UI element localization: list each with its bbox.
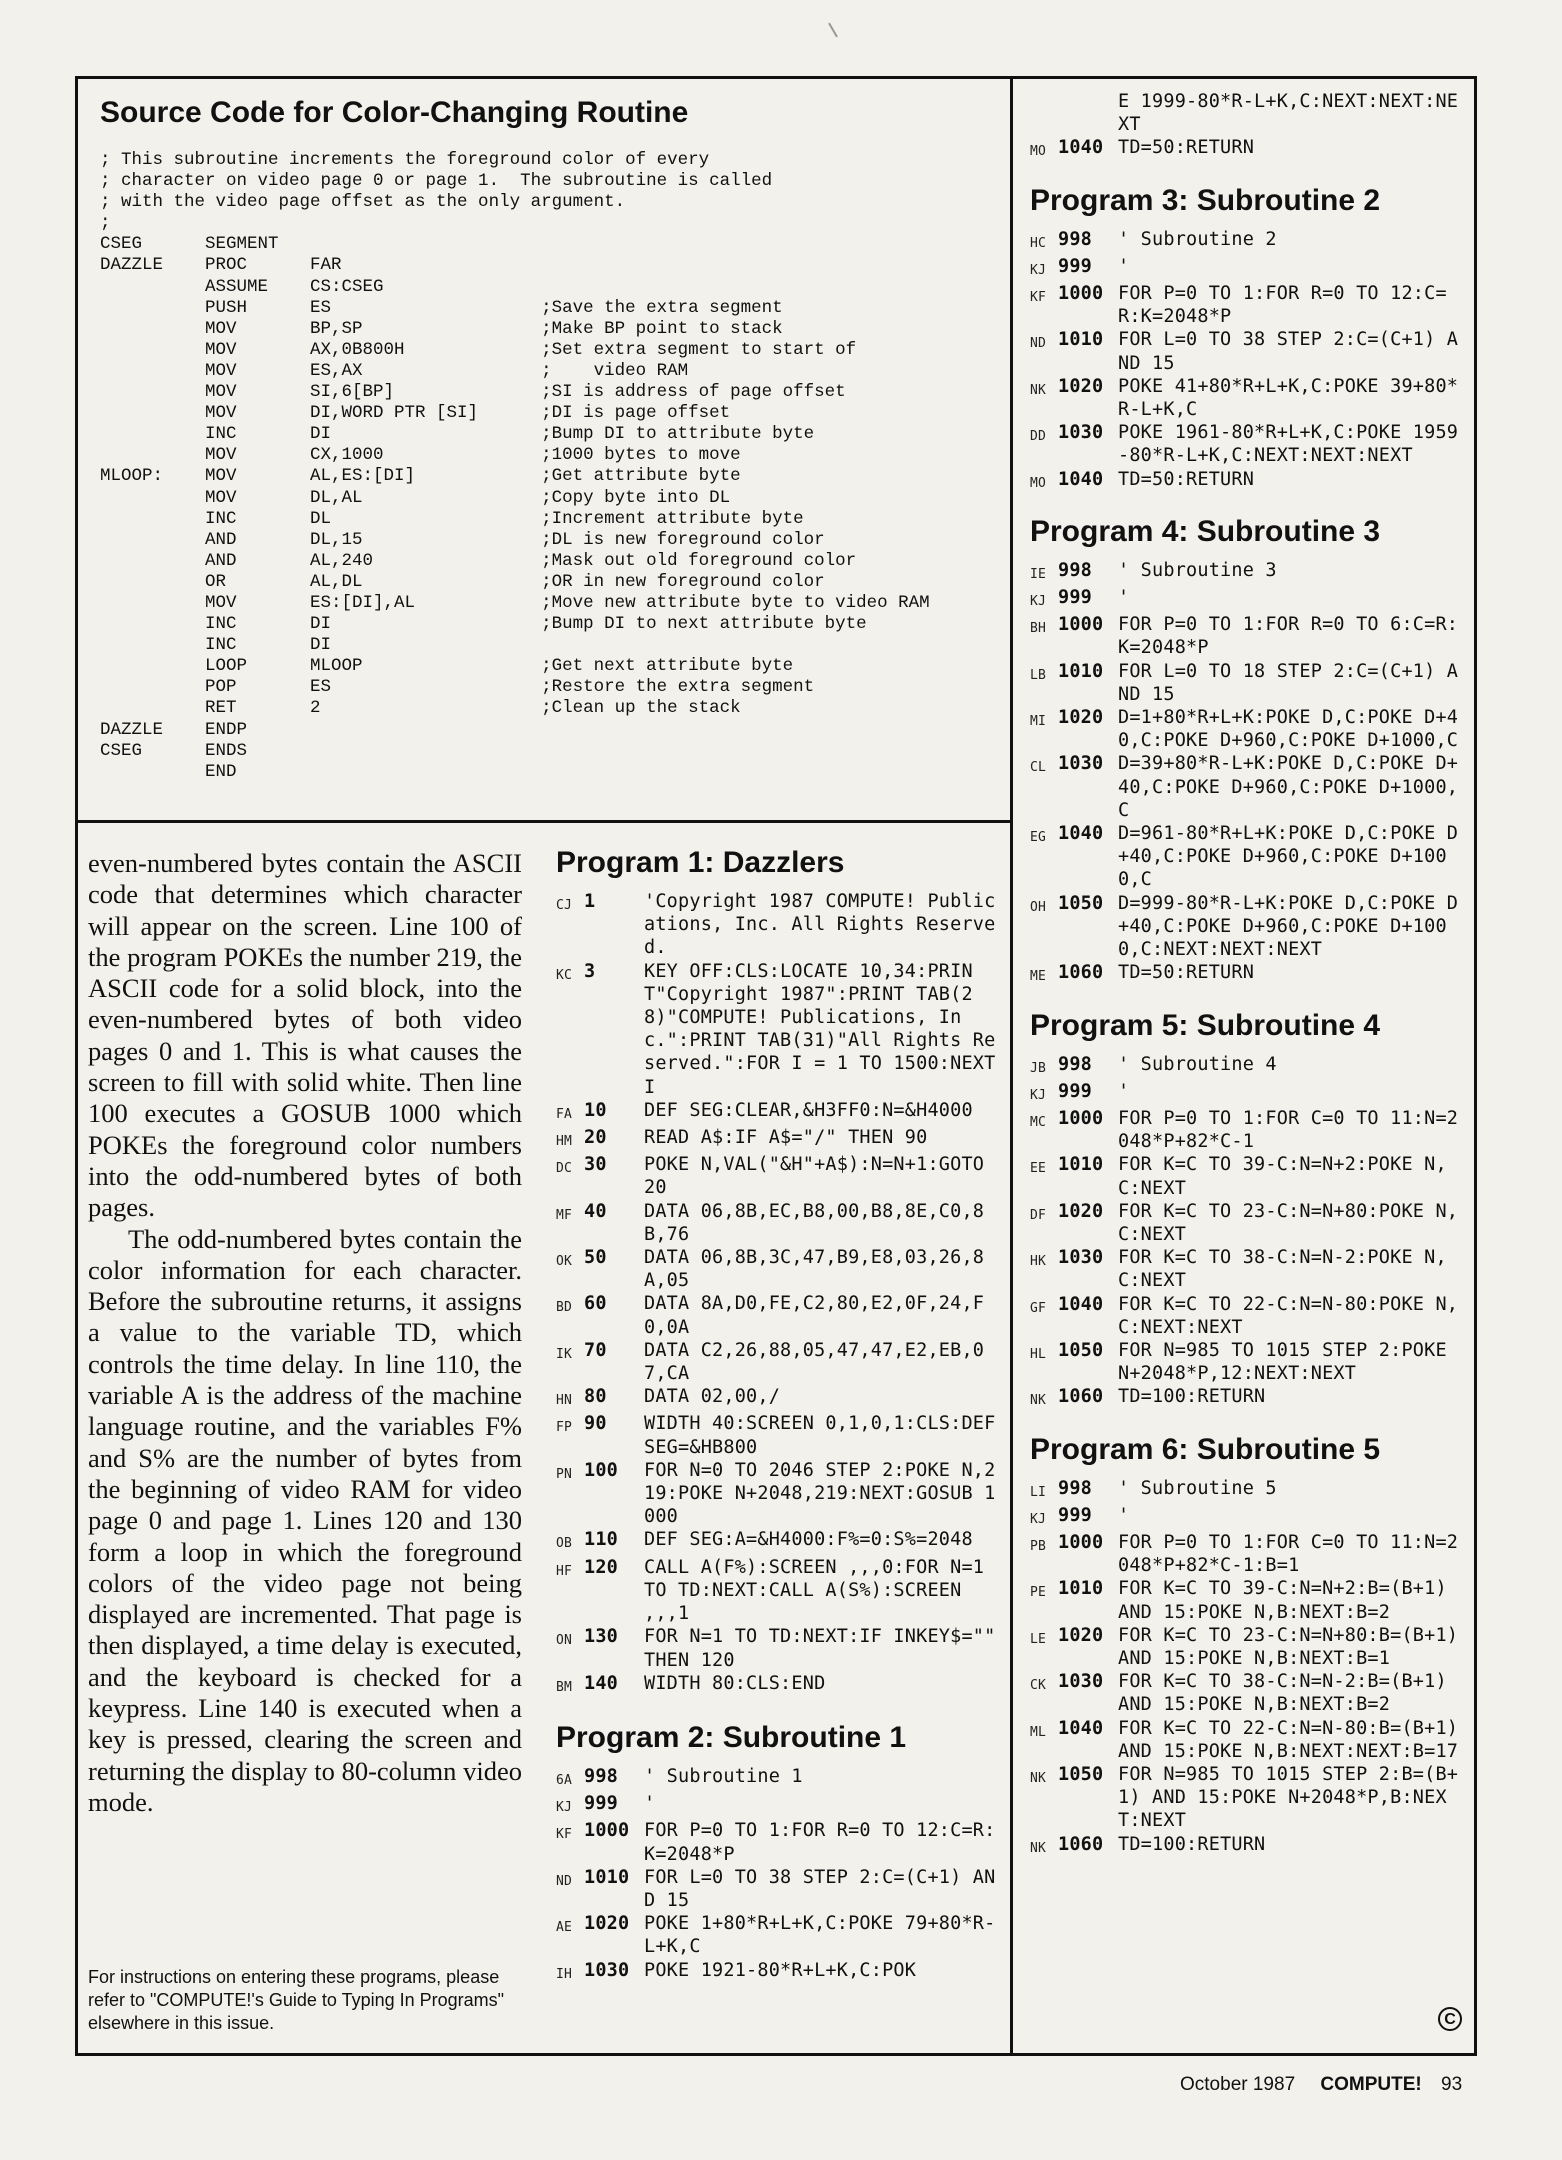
checksum: IH [556, 1966, 573, 1982]
code-line [1030, 559, 1468, 586]
code-text: POKE 1+80*R+L+K,C:POKE 79+80*R-L+K,C [644, 1913, 996, 1958]
code-text: ' Subroutine 1 [644, 1765, 803, 1787]
page-number: 93 [1441, 2074, 1463, 2095]
checksum: BD [556, 1300, 573, 1316]
checksum: PB [1030, 1538, 1047, 1554]
code-text: FOR L=0 TO 38 STEP 2:C=(C+1) AND 15 [644, 1866, 996, 1911]
code-line [1030, 822, 1468, 892]
code-text: FOR P=0 TO 1:FOR R=0 TO 12:C=R:K=2048*P [1118, 283, 1447, 328]
asm-line: CSEG SEGMENT [100, 234, 279, 255]
line-number: 1040 [1058, 137, 1104, 159]
line-number: 1050 [1058, 1763, 1104, 1785]
code-line [556, 1385, 996, 1412]
checksum: FA [556, 1106, 573, 1122]
code-line [1030, 752, 1468, 822]
line-number: 1010 [1058, 329, 1104, 351]
code-text: DEF SEG:A=&H4000:F%=0:S%=2048 [644, 1529, 973, 1551]
code-text: 'Copyright 1987 COMPUTE! Publications, Inc. All Rights Reserved. [644, 891, 996, 959]
code-text: FOR K=C TO 23-C:N=N+80:POKE N,C:NEXT [1118, 1200, 1459, 1245]
line-number: 1020 [1058, 707, 1104, 729]
line-number: 1020 [1058, 1200, 1104, 1222]
code-text: TD=100:RETURN [1118, 1833, 1266, 1855]
checksum: HC [1030, 235, 1047, 251]
code-line [1030, 892, 1468, 962]
asm-line: OR AL,DL ;OR in new foreground color [100, 571, 825, 592]
checksum: ND [1030, 336, 1047, 352]
checksum [1030, 90, 1058, 94]
checksum: ME [1030, 969, 1047, 985]
code-text: FOR L=0 TO 38 STEP 2:C=(C+1) AND 15 [1118, 329, 1459, 374]
asm-line: MOV SI,6[BP] ;SI is address of page offset [100, 382, 846, 403]
source-code-title: Source Code for Color-Changing Routine [100, 96, 689, 129]
checksum: KJ [1030, 262, 1047, 278]
code-line [1030, 1504, 1468, 1531]
checksum: HN [556, 1393, 573, 1409]
checksum: DF [1030, 1207, 1047, 1223]
article-text [88, 848, 522, 1818]
code-line [556, 1099, 996, 1126]
code-text: FOR P=0 TO 1:FOR R=0 TO 6:C=R:K=2048*P [1118, 614, 1459, 659]
code-line [556, 1792, 996, 1819]
code-line [1030, 961, 1468, 988]
page-footer [1180, 2074, 1462, 2096]
code-text: FOR P=0 TO 1:FOR C=0 TO 11:N=2048*P+82*C-1 [1118, 1107, 1459, 1153]
code-text: D=1+80*R+L+K:POKE D,C:POKE D+40,C:POKE D+960,C:POKE D+1000,C [1118, 707, 1459, 752]
checksum: NK [1030, 1770, 1047, 1786]
source-box-divider [75, 820, 1013, 823]
line-number: 1010 [584, 1866, 630, 1888]
asm-line: END [100, 761, 237, 782]
checksum: KJ [1030, 1511, 1047, 1527]
code-line [1030, 586, 1468, 613]
line-number: 1050 [1058, 1339, 1104, 1361]
source-code-box [100, 96, 1005, 814]
checksum: KC [556, 967, 573, 983]
program-column-2 [1030, 90, 1468, 2042]
code-text: FOR K=C TO 23-C:N=N+80:B=(B+1) AND 15:POKE N,B:NEXT:B=1 [1118, 1624, 1470, 1669]
code-line [1030, 1385, 1468, 1412]
asm-line: INC DI ;Bump DI to attribute byte [100, 424, 815, 445]
code-line [1030, 1477, 1468, 1504]
checksum: BH [1030, 621, 1047, 637]
checksum: KJ [1030, 594, 1047, 610]
code-text: WIDTH 80:CLS:END [644, 1672, 826, 1694]
line-number: 1020 [1058, 1624, 1104, 1646]
asm-line: ASSUME CS:CSEG [100, 276, 384, 297]
line-number: 1030 [1058, 753, 1104, 775]
checksum: ON [556, 1633, 573, 1649]
assembly-listing [100, 150, 1005, 783]
code-line [556, 1672, 996, 1699]
program-title: Program 4: Subroutine 3 [1030, 514, 1381, 548]
checksum: 6A [556, 1772, 573, 1788]
checksum: NK [1030, 382, 1047, 398]
line-number: 90 [584, 1413, 607, 1435]
code-line [556, 890, 996, 960]
end-of-article-mark: C [1438, 2007, 1462, 2031]
line-number: 3 [584, 960, 596, 982]
code-line [1030, 1053, 1468, 1080]
code-line [556, 1959, 996, 1986]
code-line [1030, 328, 1468, 374]
asm-line: INC DL ;Increment attribute byte [100, 508, 804, 529]
code-text: FOR K=C TO 39-C:N=N+2:POKE N,C:NEXT [1118, 1154, 1447, 1199]
code-text: POKE N,VAL("&H"+A$):N=N+1:GOTO 20 [644, 1154, 996, 1199]
magazine-name: COMPUTE! [1320, 2074, 1422, 2095]
line-number: 1030 [1058, 1671, 1104, 1693]
line-number: 999 [1058, 255, 1093, 277]
checksum: LE [1030, 1631, 1047, 1647]
code-line [1030, 1577, 1468, 1623]
code-line [1030, 613, 1468, 659]
code-line [556, 1556, 996, 1626]
code-text: ' Subroutine 3 [1118, 559, 1277, 581]
checksum: EG [1030, 830, 1047, 846]
program-listing [1030, 1009, 1468, 1413]
checksum: KF [556, 1827, 573, 1843]
code-text: WIDTH 40:SCREEN 0,1,0,1:CLS:DEF SEG=&HB800 [644, 1413, 1007, 1458]
code-text: FOR N=985 TO 1015 STEP 2:POKE N+2048*P,12:NEXT:NEXT [1118, 1339, 1459, 1385]
line-number: 1040 [1058, 1293, 1104, 1315]
code-line [1030, 660, 1468, 706]
checksum: PN [556, 1466, 573, 1482]
code-line [556, 1765, 996, 1792]
checksum: CL [1030, 760, 1047, 776]
code-text: ' Subroutine 4 [1118, 1053, 1277, 1075]
code-line [1030, 1624, 1468, 1670]
line-number: 1000 [1058, 283, 1104, 305]
checksum: NK [1030, 1393, 1047, 1409]
line-number: 998 [1058, 1477, 1093, 1499]
typing-note: For instructions on entering these programs, please refer to "COMPUTE!'s Guide to Typing In Programs" elsewhere in this issue. [88, 1967, 505, 2033]
asm-line: DAZZLE ENDP [100, 719, 248, 740]
checksum: FP [556, 1420, 573, 1436]
code-text: DATA C2,26,88,05,47,47,E2,EB,07,CA [644, 1339, 985, 1385]
asm-line: LOOP MLOOP ;Get next attribute byte [100, 656, 794, 677]
code-text: FOR N=1 TO TD:NEXT:IF INKEY$="" THEN 120 [644, 1626, 1007, 1671]
line-number: 1 [584, 891, 596, 912]
code-text: DEF SEG:CLEAR,&H3FF0:N=&H4000 [644, 1099, 973, 1121]
checksum: HL [1030, 1346, 1047, 1362]
asm-line: POP ES ;Restore the extra segment [100, 677, 815, 698]
code-line [1030, 1293, 1468, 1339]
line-number: 998 [1058, 559, 1093, 581]
checksum: HF [556, 1563, 573, 1579]
code-text: D=39+80*R-L+K:POKE D,C:POKE D+40,C:POKE D+960,C:POKE D+1000,C [1118, 753, 1459, 821]
line-number: 1060 [1058, 962, 1104, 984]
code-line [1030, 706, 1468, 752]
code-text: FOR K=C TO 22-C:N=N-80:POKE N,C:NEXT:NEXT [1118, 1293, 1459, 1338]
code-line [556, 1292, 996, 1338]
article-paragraph: even-numbered bytes contain the ASCII code that determines which character will appear on the screen. Line 100 of the program POKEs the number 219, the ASCII code for a solid block, into the even-numbered bytes of both video pages 0 and 1. This is what causes the screen to fill with solid white. Then line 100 executes a GOSUB 1000 which POKEs the foreground color numbers into the odd-numbered bytes of both pages. [88, 848, 522, 1223]
line-number: 1000 [1058, 614, 1104, 636]
line-number: 130 [584, 1626, 619, 1648]
checksum: ND [556, 1873, 573, 1889]
code-line [556, 1528, 996, 1555]
column-divider [1010, 76, 1013, 2056]
line-number: 10 [584, 1099, 607, 1121]
line-number: 1060 [1058, 1833, 1104, 1855]
checksum: KF [1030, 290, 1047, 306]
line-number: 40 [584, 1200, 607, 1222]
code-line [556, 1625, 1007, 1671]
line-number: 998 [584, 1765, 619, 1787]
code-text: KEY OFF:CLS:LOCATE 10,34:PRINT"Copyright 1987":PRINT TAB(28)"COMPUTE! Publications, Inc.":PRINT TAB(31)"All Rights Reserved.":FOR I = 1 TO 1500:NEXT I [644, 960, 1007, 1098]
line-number: 1000 [584, 1820, 630, 1842]
asm-line: AND AL,240 ;Mask out old foreground color [100, 550, 857, 571]
checksum: OH [1030, 899, 1047, 915]
line-number: 1020 [1058, 375, 1104, 397]
code-line [1030, 1670, 1468, 1716]
line-number: 1020 [584, 1913, 630, 1935]
asm-line: PUSH ES ;Save the extra segment [100, 297, 783, 318]
asm-line: INC DI [100, 635, 332, 656]
program-title: Program 2: Subroutine 1 [556, 1720, 907, 1754]
code-line [1030, 1763, 1468, 1833]
checksum: NK [1030, 1840, 1047, 1856]
code-text: FOR K=C TO 39-C:N=N+2:B=(B+1) AND 15:POKE N,B:NEXT:B=2 [1118, 1578, 1459, 1623]
code-line [1030, 136, 1468, 163]
checksum: MI [1030, 714, 1047, 730]
program-listings-1 [556, 846, 1007, 1986]
line-number: 998 [1058, 228, 1093, 250]
line-number: 1030 [584, 1959, 630, 1981]
line-number: 999 [1058, 1504, 1093, 1526]
code-text: FOR L=0 TO 18 STEP 2:C=(C+1) AND 15 [1118, 660, 1459, 705]
line-number: 1060 [1058, 1386, 1104, 1408]
program-listing [556, 1721, 996, 1986]
code-line [1030, 421, 1468, 467]
program-listing [1030, 90, 1468, 164]
checksum: LB [1030, 667, 1047, 683]
article-column [88, 848, 522, 2038]
program-column-1 [556, 846, 1007, 2036]
line-number: 60 [584, 1293, 607, 1315]
code-text: DATA 8A,D0,FE,C2,80,E2,0F,24,F0,0A [644, 1293, 985, 1338]
code-line [1030, 1153, 1468, 1199]
checksum: CJ [556, 898, 573, 913]
asm-line: MOV ES:[DI],AL ;Move new attribute byte to video RAM [100, 592, 930, 613]
program-listings-2 [1030, 90, 1468, 1860]
code-line [1030, 468, 1468, 495]
code-text: READ A$:IF A$="/" THEN 90 [644, 1127, 928, 1149]
code-text: FOR P=0 TO 1:FOR C=0 TO 11:N=2048*P+82*C-1:B=1 [1118, 1531, 1459, 1577]
code-text: POKE 1961-80*R+L+K,C:POKE 1959-80*R-L+K,C:NEXT:NEXT:NEXT [1118, 422, 1459, 467]
line-number: 999 [584, 1793, 619, 1815]
code-line [1030, 228, 1468, 255]
code-text: FOR K=C TO 38-C:N=N-2:POKE N,C:NEXT [1118, 1247, 1447, 1292]
checksum: AE [556, 1920, 573, 1936]
checksum: OK [556, 1254, 573, 1270]
asm-line: AND DL,15 ;DL is new foreground color [100, 529, 825, 550]
line-number: 70 [584, 1339, 607, 1361]
code-text: E 1999-80*R-L+K,C:NEXT:NEXT:NEXT [1118, 91, 1459, 136]
asm-line: INC DI ;Bump DI to next attribute byte [100, 614, 867, 635]
code-text: ' Subroutine 2 [1118, 228, 1277, 250]
code-line [556, 1200, 996, 1246]
code-line [556, 1866, 996, 1912]
line-number: 20 [584, 1127, 607, 1149]
margin-mark [828, 23, 838, 38]
checksum: DD [1030, 429, 1047, 445]
code-line [556, 960, 1007, 1099]
asm-line: ; [100, 213, 111, 234]
asm-line: DAZZLE PROC FAR [100, 255, 342, 276]
line-number: 140 [584, 1672, 619, 1694]
line-number: 110 [584, 1529, 619, 1551]
code-line [1030, 1717, 1468, 1763]
code-text: TD=50:RETURN [1118, 962, 1255, 984]
line-number: 1010 [1058, 660, 1104, 682]
issue-date: October 1987 [1180, 2074, 1296, 2095]
code-text: FOR K=C TO 22-C:N=N-80:B=(B+1) AND 15:POKE N,B:NEXT:NEXT:B=17 [1118, 1717, 1470, 1762]
code-text: DATA 06,8B,EC,B8,00,B8,8E,C0,8B,76 [644, 1200, 985, 1245]
code-text: TD=50:RETURN [1118, 468, 1255, 490]
code-text: FOR N=985 TO 1015 STEP 2:B=(B+1) AND 15:POKE N+2048*P,B:NEXT:NEXT [1118, 1763, 1459, 1832]
checksum: IK [556, 1346, 573, 1362]
checksum: HK [1030, 1254, 1047, 1270]
checksum: EE [1030, 1161, 1047, 1177]
code-line [1030, 255, 1468, 282]
line-number: 30 [584, 1154, 607, 1176]
code-line [1030, 1080, 1468, 1107]
checksum: ML [1030, 1724, 1047, 1740]
code-text: CALL A(F%):SCREEN ,,,0:FOR N=1 TO TD:NEXT:CALL A(S%):SCREEN ,,,1 [644, 1556, 996, 1625]
checksum: IE [1030, 566, 1047, 582]
code-text: TD=100:RETURN [1118, 1386, 1266, 1408]
line-number: 50 [584, 1247, 607, 1269]
code-line [556, 1819, 996, 1865]
asm-line: RET 2 ;Clean up the stack [100, 698, 741, 719]
checksum: BM [556, 1679, 573, 1695]
line-number: 998 [1058, 1053, 1093, 1075]
code-text: POKE 41+80*R+L+K,C:POKE 39+80*R-L+K,C [1118, 375, 1459, 421]
line-number: 1000 [1058, 1531, 1104, 1553]
line-number: 1030 [1058, 1247, 1104, 1269]
program-title: Program 3: Subroutine 2 [1030, 183, 1381, 217]
code-line [1030, 1531, 1468, 1577]
code-text: FOR K=C TO 38-C:N=N-2:B=(B+1) AND 15:POKE N,B:NEXT:B=2 [1118, 1671, 1459, 1716]
code-text: ' [1118, 255, 1130, 277]
code-line [556, 1412, 1007, 1458]
asm-line: CSEG ENDS [100, 740, 248, 761]
article-paragraph: The odd-numbered bytes contain the color information for each character. Before the subroutine returns, it assigns a value to the variable TD, which controls the time delay. In line 110, the variable A is the address of the machine language routine, and the variables F% and S% are the number of bytes from the beginning of video RAM for video page 0 and page 1. Lines 120 and 130 form a loop in which the foreground colors of the video page not being displayed are incremented. That page is then displayed, a time delay is executed, and the keyboard is checked for a keypress. Line 140 is executed when a key is pressed, clearing the screen and returning the display to 80-column video mode. [88, 1223, 522, 1817]
asm-line: ; character on video page 0 or page 1. The subroutine is called [100, 171, 773, 192]
code-line [1030, 375, 1468, 421]
checksum: GF [1030, 1300, 1047, 1316]
checksum: KJ [556, 1800, 573, 1816]
program-listing [1030, 1433, 1468, 1860]
code-text: POKE 1921-80*R+L+K,C:POK [644, 1959, 917, 1981]
asm-line: MOV DI,WORD PTR [SI] ;DI is page offset [100, 403, 731, 424]
code-line [556, 1459, 996, 1529]
line-number: 1000 [1058, 1107, 1104, 1129]
checksum: OB [556, 1536, 573, 1552]
line-number: 1040 [1058, 1717, 1104, 1739]
code-line [1030, 1246, 1468, 1292]
asm-line: MLOOP: MOV AL,ES:[DI] ;Get attribute byte [100, 466, 741, 487]
line-number: 120 [584, 1556, 619, 1578]
line-number: 100 [584, 1459, 619, 1481]
checksum: MO [1030, 475, 1047, 491]
code-text: FOR P=0 TO 1:FOR R=0 TO 12:C=R:K=2048*P [644, 1820, 996, 1865]
code-line [556, 1339, 996, 1385]
code-line [1030, 1107, 1468, 1153]
code-line [556, 1153, 996, 1199]
program-title: Program 5: Subroutine 4 [1030, 1008, 1381, 1042]
line-number: 1050 [1058, 892, 1104, 914]
checksum: CK [1030, 1678, 1047, 1694]
checksum: MO [1030, 144, 1047, 160]
code-text: DATA 06,8B,3C,47,B9,E8,03,26,8A,05 [644, 1247, 985, 1292]
checksum: DC [556, 1161, 573, 1177]
line-number: 1010 [1058, 1154, 1104, 1176]
code-text: DATA 02,00,/ [644, 1386, 781, 1408]
asm-line: MOV ES,AX ; video RAM [100, 360, 689, 381]
code-line [1030, 1200, 1468, 1246]
code-text: D=961-80*R+L+K:POKE D,C:POKE D+40,C:POKE D+960,C:POKE D+1000,C [1118, 823, 1459, 891]
line-number: 999 [1058, 587, 1093, 609]
line-number: 1040 [1058, 823, 1104, 845]
code-text: ' [644, 1793, 656, 1815]
line-number: 999 [1058, 1080, 1093, 1102]
line-number: 80 [584, 1386, 607, 1408]
code-line [556, 1912, 996, 1958]
checksum: JB [1030, 1060, 1047, 1076]
checksum: HM [556, 1134, 573, 1150]
code-line [1030, 1833, 1468, 1860]
code-line [556, 1126, 996, 1153]
program-title: Program 1: Dazzlers [556, 846, 845, 879]
code-text: D=999-80*R-L+K:POKE D,C:POKE D+40,C:POKE D+960,C:POKE D+1000,C:NEXT:NEXT:NEXT [1118, 892, 1459, 961]
checksum: LI [1030, 1484, 1047, 1500]
asm-line: MOV AX,0B800H ;Set extra segment to start of [100, 339, 857, 360]
program-title: Program 6: Subroutine 5 [1030, 1432, 1381, 1466]
code-text: TD=50:RETURN [1118, 137, 1255, 159]
checksum: MC [1030, 1114, 1047, 1130]
code-text: FOR N=0 TO 2046 STEP 2:POKE N,219:POKE N+2048,219:NEXT:GOSUB 1000 [644, 1459, 996, 1528]
program-listing [1030, 184, 1468, 495]
line-number: 1040 [1058, 468, 1104, 490]
program-listing [1030, 515, 1468, 989]
asm-line: MOV DL,AL ;Copy byte into DL [100, 487, 731, 508]
asm-line: MOV BP,SP ;Make BP point to stack [100, 318, 783, 339]
program-listing [556, 846, 1007, 1699]
line-number: 1010 [1058, 1578, 1104, 1600]
checksum: KJ [1030, 1087, 1047, 1103]
code-text: ' [1118, 1080, 1130, 1102]
asm-line: ; with the video page offset as the only argument. [100, 192, 626, 213]
code-line [1030, 282, 1468, 328]
code-line [1030, 1339, 1468, 1385]
code-line [556, 1246, 996, 1292]
line-number: 1030 [1058, 422, 1104, 444]
asm-line: ; This subroutine increments the foreground color of every [100, 150, 710, 170]
code-text: ' [1118, 1504, 1130, 1526]
code-text: ' [1118, 587, 1130, 609]
code-text: ' Subroutine 5 [1118, 1477, 1277, 1499]
checksum: MF [556, 1207, 573, 1223]
asm-line: MOV CX,1000 ;1000 bytes to move [100, 445, 741, 466]
checksum: PE [1030, 1585, 1047, 1601]
code-line [1030, 90, 1468, 136]
